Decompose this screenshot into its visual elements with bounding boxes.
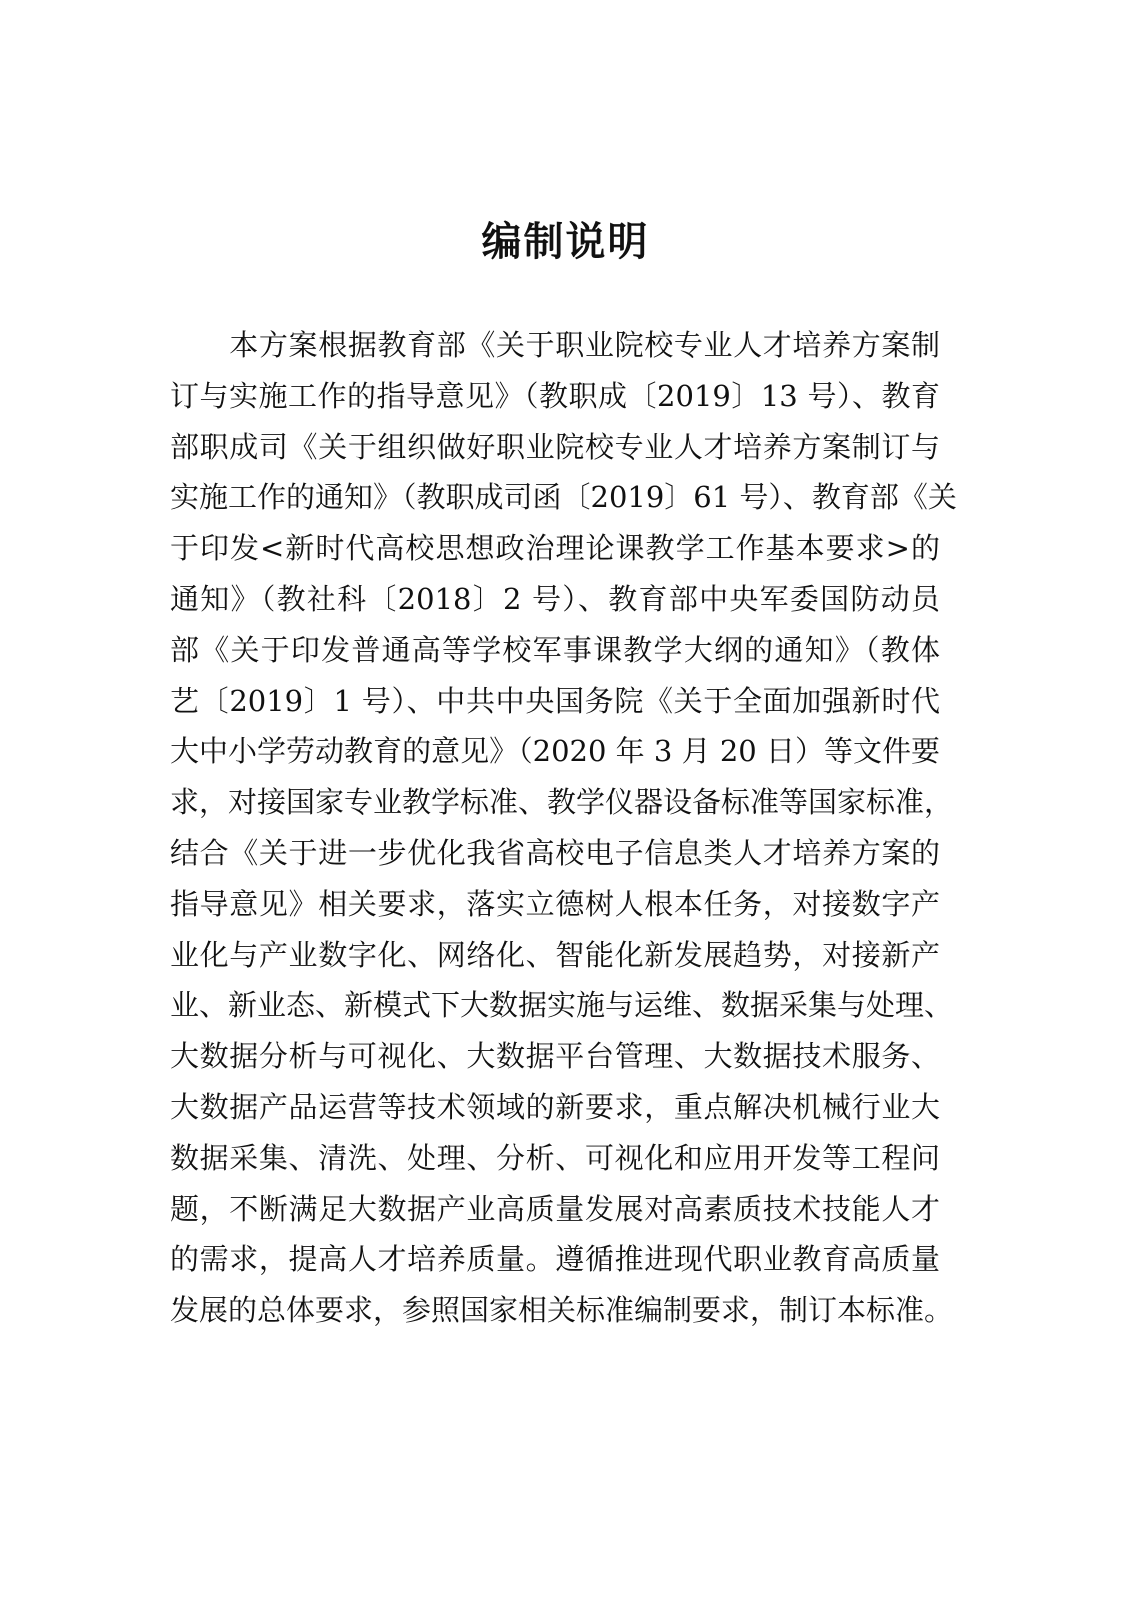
paragraph-line: 求，对接国家专业教学标准、教学仪器设备标准等国家标准， (170, 785, 954, 820)
paragraph-line: 业、新业态、新模式下大数据实施与运维、数据采集与处理、 (170, 988, 954, 1023)
paragraph-line: 大中小学劳动教育的意见》（2020 年 3 月 20 日）等文件要 (170, 734, 940, 769)
page-title: 编制说明 (481, 219, 650, 265)
paragraph-line: 通知》（教社科〔2018〕2 号）、教育部中央军委国防动员 (170, 581, 940, 616)
paragraph-line: 题，不断满足大数据产业高质量发展对高素质技术技能人才 (170, 1191, 940, 1226)
paragraph-line: 大数据产品运营等技术领域的新要求，重点解决机械行业大 (170, 1089, 940, 1124)
paragraph-line: 发展的总体要求，参照国家相关标准编制要求，制订本标准。 (170, 1293, 954, 1328)
paragraph-line: 本方案根据教育部《关于职业院校专业人才培养方案制 (170, 328, 940, 362)
paragraph-line: 艺〔2019〕1 号）、中共中央国务院《关于全面加强新时代 (170, 683, 940, 718)
paragraph-line: 的需求，提高人才培养质量。遵循推进现代职业教育高质量 (170, 1242, 940, 1277)
paragraph-line: 业化与产业数字化、网络化、智能化新发展趋势，对接新产 (170, 937, 940, 972)
paragraph-line: 订与实施工作的指导意见》（教职成〔2019〕13 号）、教育 (170, 378, 940, 413)
paragraph-line: 结合《关于进一步优化我省高校电子信息类人才培养方案的 (170, 835, 940, 870)
paragraph-line: 于印发<新时代高校思想政治理论课教学工作基本要求>的 (170, 531, 940, 566)
paragraph-line: 实施工作的通知》（教职成司函〔2019〕61 号）、教育部《关 (170, 480, 957, 515)
paragraph-line: 数据采集、清洗、处理、分析、可视化和应用开发等工程问 (170, 1140, 940, 1175)
paragraph-line: 部职成司《关于组织做好职业院校专业人才培养方案制订与 (170, 429, 940, 464)
paragraph-line: 大数据分析与可视化、大数据平台管理、大数据技术服务、 (170, 1039, 940, 1074)
paragraph-line: 部《关于印发普通高等学校军事课教学大纲的通知》（教体 (170, 632, 940, 667)
paragraph-line: 指导意见》相关要求，落实立德树人根本任务，对接数字产 (170, 886, 940, 921)
body-paragraph (170, 320, 957, 1336)
